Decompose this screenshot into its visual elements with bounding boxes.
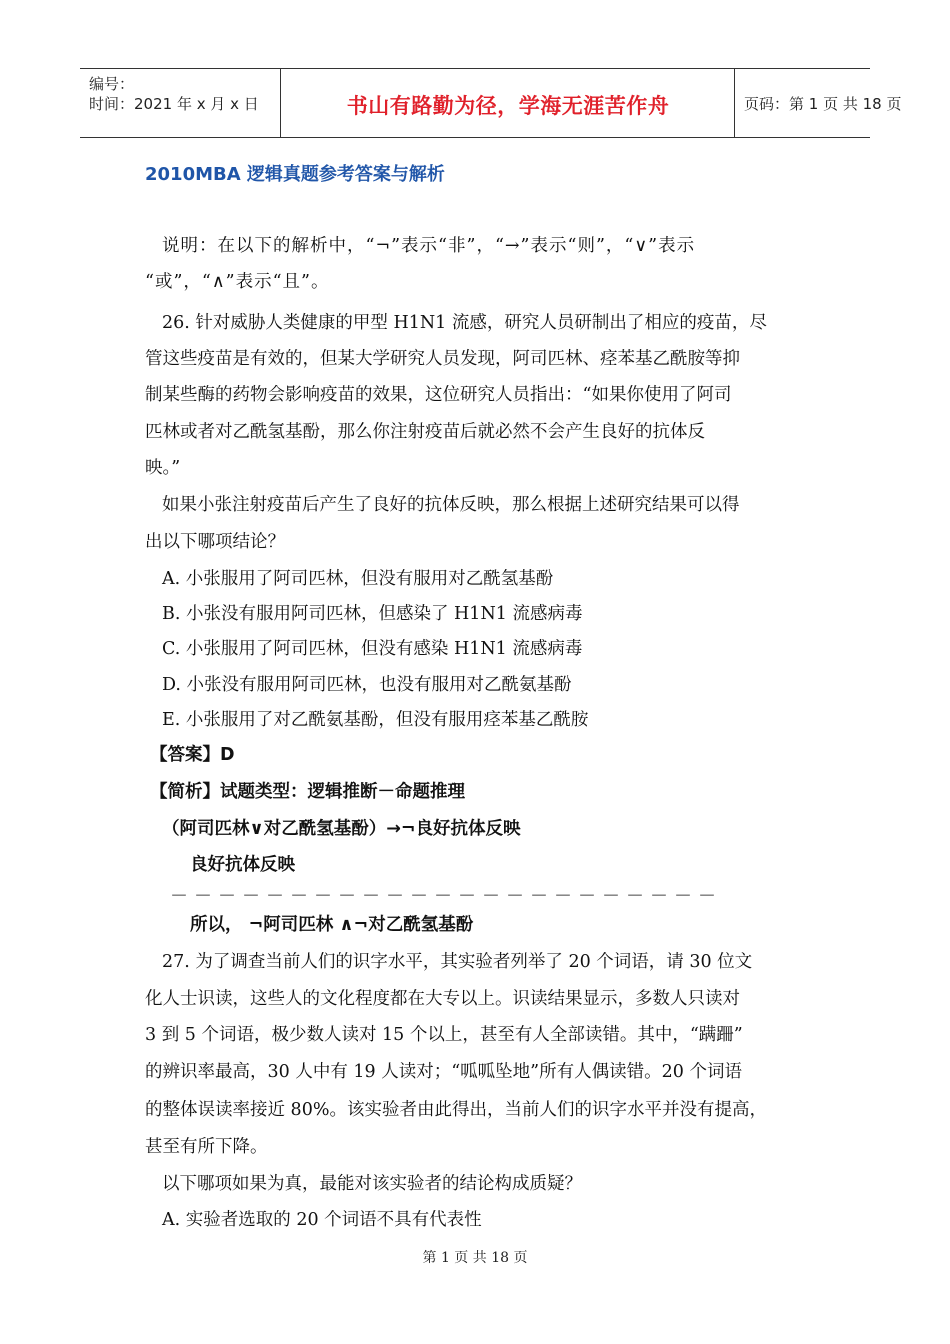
q26-conclusion: 所以， ¬阿司匹林 ∧¬对乙酰氢基酚 (190, 915, 474, 935)
q27-line: 化人士识读，这些人的文化程度都在大专以上。识读结果显示，多数人只读对 (145, 989, 740, 1009)
q26-premise-2: 良好抗体反映 (190, 855, 295, 875)
q26-line: 26. 针对威胁人类健康的甲型 H1N1 流感，研究人员研制出了相应的疫苗，尽 (162, 313, 767, 333)
q26-question: 出以下哪项结论？ (145, 532, 285, 552)
q26-option-a: A. 小张服用了阿司匹林，但没有服用对乙酰氢基酚 (162, 569, 554, 589)
q26-option-b: B. 小张没有服用阿司匹林，但感染了 H1N1 流感病毒 (162, 604, 583, 624)
note-line-1: 说明：在以下的解析中，“¬”表示“非”，“→”表示“则”，“∨”表示 (162, 236, 696, 256)
document-date: 时间：2021 年 x 月 x 日 (89, 95, 259, 113)
q26-option-e: E. 小张服用了对乙酰氨基酚，但没有服用痉苯基乙酰胺 (162, 710, 589, 730)
q27-line: 27. 为了调查当前人们的识字水平，其实验者列举了 20 个词语，请 30 位文 (162, 952, 753, 972)
q26-question: 如果小张注射疫苗后产生了良好的抗体反映，那么根据上述研究结果可以得 (162, 495, 740, 515)
q26-option-d: D. 小张没有服用阿司匹林，也没有服用对乙酰氨基酚 (162, 675, 572, 695)
inference-line: －－－－－－－－－－－－－－－－－－－－－－－ (170, 886, 722, 907)
document-title: 2010MBA 逻辑真题参考答案与解析 (145, 164, 445, 185)
q26-answer: 【答案】D (150, 745, 235, 765)
page-header (80, 68, 902, 138)
header-motto-cell (282, 69, 735, 137)
header-meta-cell (80, 69, 281, 137)
header-page-code: 页码：第 1 页 共 18 页 (744, 95, 902, 113)
q26-premise-1: （阿司匹林∨对乙酰氢基酚）→¬良好抗体反映 (162, 819, 521, 839)
q26-line: 映。” (145, 458, 181, 478)
note-line-2: “或”，“∧”表示“且”。 (145, 272, 330, 292)
q26-line: 匹林或者对乙酰氢基酚，那么你注射疫苗后就必然不会产生良好的抗体反 (145, 422, 705, 442)
q27-question: 以下哪项如果为真，最能对该实验者的结论构成质疑？ (162, 1174, 582, 1194)
q26-line: 制某些酶的药物会影响疫苗的效果，这位研究人员指出：“如果你使用了阿司 (145, 385, 732, 405)
q26-option-c: C. 小张服用了阿司匹林，但没有感染 H1N1 流感病毒 (162, 639, 583, 659)
q27-line: 的整体误读率接近 80%。该实验者由此得出，当前人们的识字水平并没有提高， (145, 1100, 767, 1120)
page-footer: 第 1 页 共 18 页 (422, 1250, 528, 1266)
q27-line: 的辨识率最高，30 人中有 19 人读对；“呱呱坠地”所有人偶读错。20 个词语 (145, 1062, 742, 1082)
header-motto: 书山有路勤为径，学海无涯苦作舟 (346, 94, 670, 118)
q27-line: 3 到 5 个词语，极少数人读对 15 个以上，甚至有人全部读错。其中，“蹒跚” (145, 1025, 743, 1045)
q27-option-a: A. 实验者选取的 20 个词语不具有代表性 (162, 1210, 482, 1230)
q26-line: 管这些疫苗是有效的，但某大学研究人员发现，阿司匹林、痉苯基乙酰胺等抑 (145, 349, 740, 369)
document-number-label: 编号： (89, 75, 135, 93)
q26-analysis: 【简析】试题类型：逻辑推断－命题推理 (150, 782, 465, 802)
q27-line: 甚至有所下降。 (145, 1137, 268, 1157)
header-page-cell (736, 69, 902, 137)
